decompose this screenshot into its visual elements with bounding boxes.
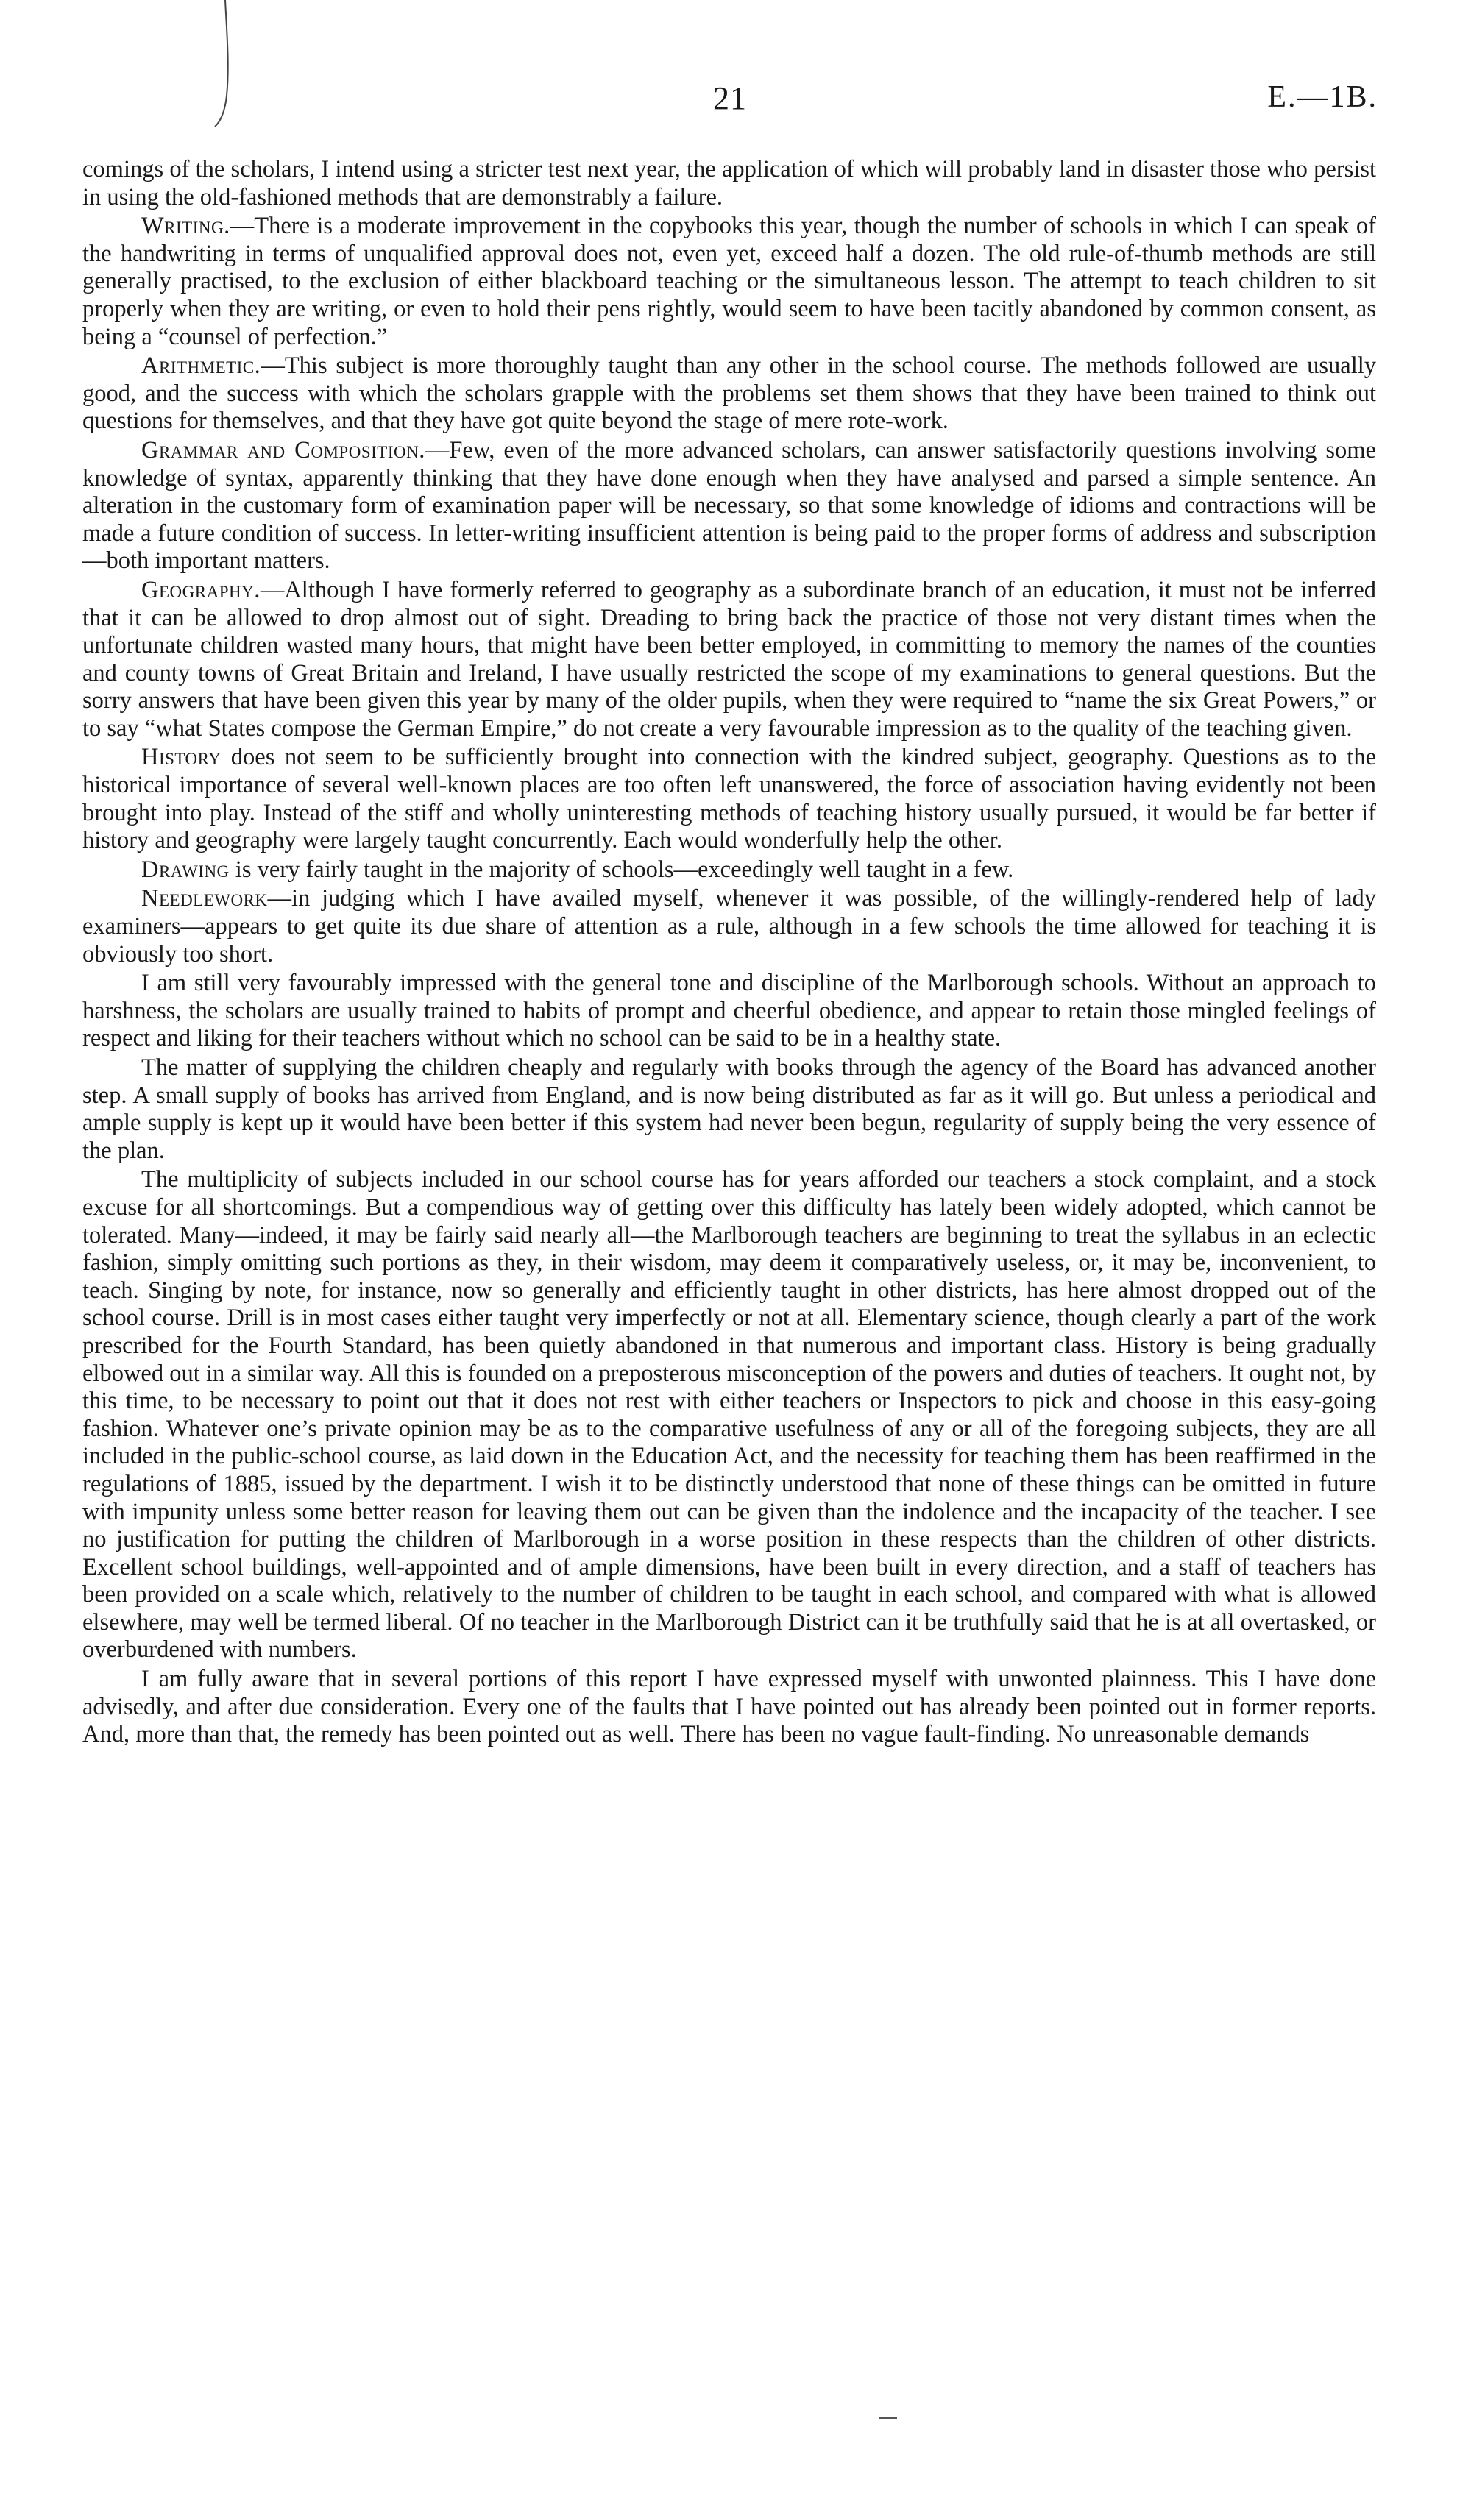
paragraph <box>82 1054 1376 1165</box>
paragraph-text: I am fully aware that in several portions of this report I have expressed myself with unwonted plainness. This I have done advisedly, and after due consideration. Every one of the faults that I have pointed out has already been pointed out in former reports. And, more than that, the remedy has been pointed out as well. There has been no vague fault-finding. No unreasonable demands <box>82 1666 1376 1748</box>
page-header <box>82 79 1378 124</box>
paragraph-text: —in judging which I have availed myself, whenever it was possible, of the willingly-rendered help of lady examiners—appears to get quite its due share of attention as a rule, although in a few schools the time allowed for teaching it is obviously too short. <box>82 885 1376 968</box>
report-body <box>82 156 1376 1750</box>
paragraph <box>82 970 1376 1053</box>
section-heading: Writing. <box>141 213 230 240</box>
paragraph <box>82 885 1376 968</box>
section-heading: Geography. <box>141 576 261 603</box>
paragraph <box>82 744 1376 854</box>
page-number: 21 <box>713 80 747 116</box>
paragraph <box>82 1666 1376 1749</box>
paragraph <box>82 156 1376 211</box>
paragraph-text: —There is a moderate improvement in the copybooks this year, though the number of schools in which I can speak of the handwriting in terms of unqualified approval does not, even yet, exceed half a dozen. The old rule-of-thumb methods are still generally practised, to the exclusion of either blackboard teaching or the simultaneous lesson. The attempt to teach children to sit properly when they are writing, or even to hold their pens rightly, would seem to have been tacitly abandoned by common consent, as being a “counsel of perfection.” <box>82 213 1376 350</box>
paragraph-text: I am still very favourably impressed with the general tone and discipline of the Marlborough schools. Without an approach to harshness, the scholars are usually trained to habits of prompt and cheerful obedience, and appear to retain those mingled feelings of respect and liking for their teachers without which no school can be said to be in a healthy state. <box>82 970 1376 1052</box>
paragraph <box>82 577 1376 743</box>
section-heading: Grammar and Composition. <box>141 436 425 464</box>
paragraph <box>82 213 1376 351</box>
section-heading: History <box>141 744 222 771</box>
paragraph <box>82 352 1376 436</box>
paragraph-text: does not seem to be sufficiently brought into connection with the kindred subject, geography. Questions as to the historical importance of several well-known places are too often left unanswered, the force of association having evidently not been brought into play. Instead of the stiff and wholly uninteresting methods of teaching history usually pursued, it would be far better if history and geography were largely taught concurrently. Each would wonderfully help the other. <box>82 744 1376 854</box>
section-heading: Needlework <box>141 885 268 912</box>
series-reference: E.—1B. <box>1267 80 1378 114</box>
paragraph <box>82 856 1376 884</box>
section-heading: Drawing <box>141 856 230 883</box>
paragraph-text: comings of the scholars, I intend using a stricter test next year, the application of which will probably land in disaster those who persist in using the old-fashioned methods that are demonstrably a failure. <box>82 156 1376 210</box>
section-heading: Arithmetic. <box>141 352 261 380</box>
footer-mark <box>879 2417 897 2419</box>
paragraph-text: —This subject is more thoroughly taught than any other in the school course. The methods followed are usually good, and the success with which the scholars grapple with the problems set them shows that they have been trained to think out questions for themselves, and that they have got quite beyond the stage of mere rote-work. <box>82 352 1376 435</box>
paragraph-text: The matter of supplying the children cheaply and regularly with books through the agency of the Board has advanced another step. A small supply of books has arrived from England, and is now being distributed as far as it will go. But unless a periodical and ample supply is kept up it would have been better if this system had never been begun, regularity of supply being the very essence of the plan. <box>82 1054 1376 1164</box>
paragraph-text: —Although I have formerly referred to geography as a subordinate branch of an education, it must not be inferred that it can be allowed to drop almost out of sight. Dreading to bring back the practice of those not very distant times when the unfortunate children wasted many hours, that might have been better employed, in committing to memory the names of the counties and county towns of Great Britain and Ireland, I have usually restricted the scope of my examinations to general questions. But the sorry answers that have been given this year by many of the older pupils, when they were required to “name the six Great Powers,” or to say “what States compose the German Empire,” do not create a very favourable impression as to the quality of the teaching given. <box>82 576 1376 742</box>
paragraph <box>82 437 1376 575</box>
paragraph <box>82 1166 1376 1664</box>
paragraph-text: is very fairly taught in the majority of schools—exceedingly well taught in a few. <box>229 856 1014 883</box>
paragraph-text: —Few, even of the more advanced scholars, can answer satisfactorily questions involving some knowledge of syntax, apparently thinking that they have done enough when they have analysed and parsed a simple sentence. An alteration in the customary form of examination paper will be necessary, so that some knowledge of idioms and contractions will be made a future condition of success. In letter-writing insufficient attention is being paid to the proper forms of address and subscription—both important matters. <box>82 436 1376 575</box>
paragraph-text: The multiplicity of subjects included in our school course has for years afforded our teachers a stock complaint, and a stock excuse for all shortcomings. But a compendious way of getting over this difficulty has lately been widely adopted, which cannot be tolerated. Many—indeed, it may be fairly said nearly all—the Marlborough teachers are beginning to treat the syllabus in an eclectic fashion, simply omitting such portions as they, in their wisdom, may deem it comparatively useless, or, it may be, inconvenient, to teach. Singing by note, for instance, now so generally and efficiently taught in other districts, has here almost dropped out of the school course. Drill is in most cases either taught very imperfectly or not at all. Elementary science, though clearly a part of the work prescribed for the Fourth Standard, has been quietly abandoned in that numerous and important class. History is being gradually elbowed out in a similar way. All this is founded on a preposterous misconception of the powers and duties of teachers. It ought not, by this time, to be necessary to point out that it does not rest with either teachers or Inspectors to pick and choose in this easy-going fashion. Whatever one’s private opinion may be as to the comparative usefulness of any or all of the foregoing subjects, they are all included in the public-school course, as laid down in the Education Act, and the necessity for teaching them has been reaffirmed in the regulations of 1885, issued by the department. I wish it to be distinctly understood that none of these things can be omitted in future with impunity unless some better reason for leaving them out can be given than the indolence and the incapacity of the teacher. I see no justification for putting the children of Marlborough in a worse position in these respects than the children of other districts. Excellent school buildings, well-appointed and of ample dimensions, have been built in every direction, and a staff of teachers has been provided on a scale which, relatively to the number of children to be taught in each school, and compared with what is allowed elsewhere, may well be termed liberal. Of no teacher in the Marlborough District can it be truthfully said that he is at all overtasked, or overburdened with numbers. <box>82 1166 1376 1664</box>
